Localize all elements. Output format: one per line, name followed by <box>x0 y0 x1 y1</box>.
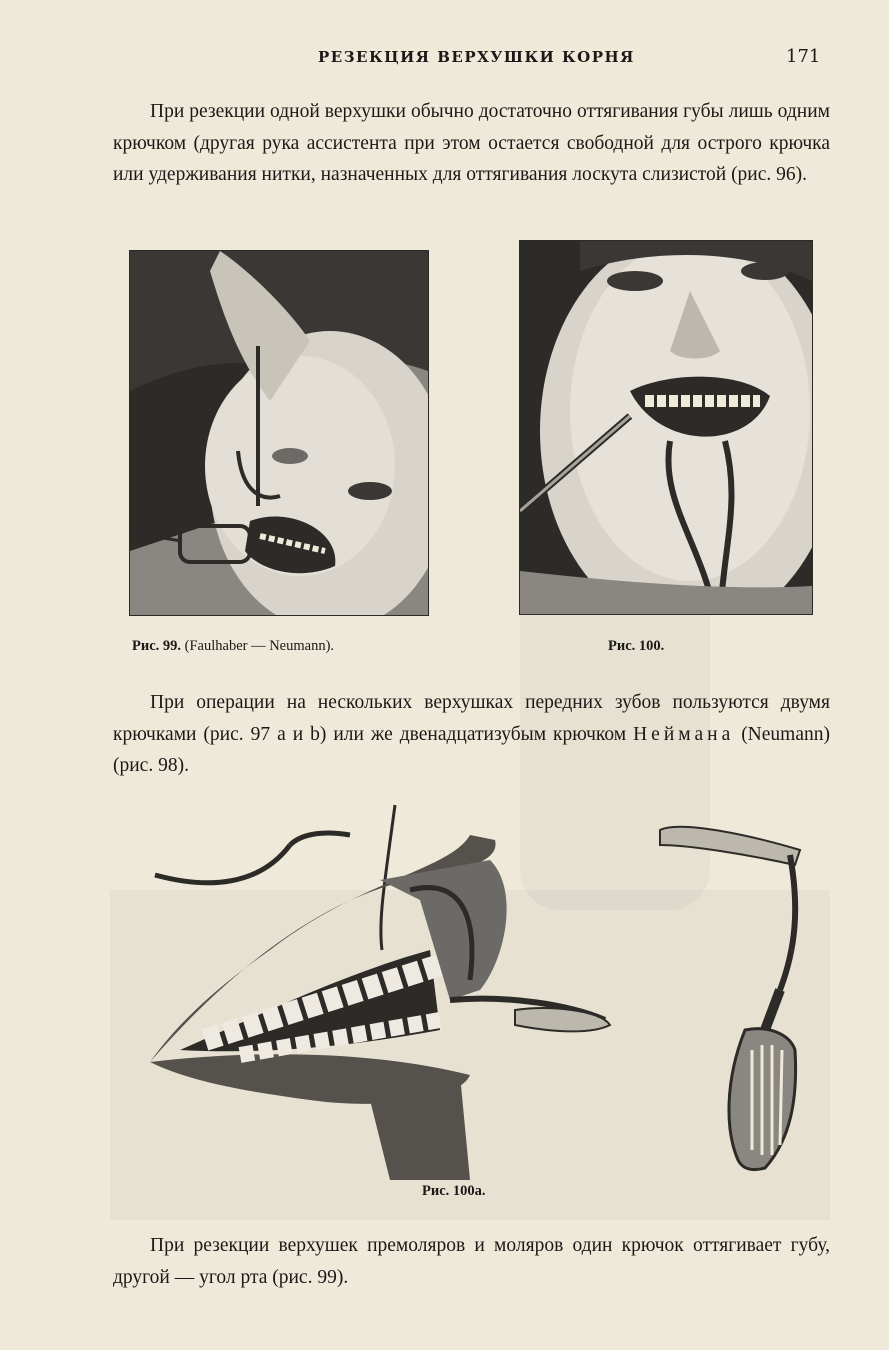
figure-99-caption <box>132 638 334 655</box>
paragraph-3: При резекции верхушек премоляров и моляров один крючок оттягивает губу, другой — угол рта (рис. 99). <box>113 1235 830 1288</box>
page-number: 171 <box>786 46 821 67</box>
paragraph-2-text: При операции на нескольких верхушках передних зубов пользуются двумя крючками (рис. 97 a и b) или же двенадцатизубым крючком <box>113 692 830 745</box>
paragraph-1: При резекции одной верхушки обычно достаточно оттягивания губы лишь одним крючком (другая рука ассистента при этом остается свободной для острого крючка или удерживания нитки, назначенных для оттягивания лоскута слизистой (рис. 96). <box>113 101 830 185</box>
figure-99-credit: (Faulhaber — Neumann). <box>184 638 335 654</box>
figure-100a-caption <box>422 1183 486 1200</box>
figure-100-photo <box>519 240 813 615</box>
figure-100-label: Рис. 100. <box>608 638 665 654</box>
figure-99-photo <box>129 250 429 616</box>
author-name: Неймана <box>633 723 735 745</box>
figure-99-illustration <box>130 251 428 615</box>
running-title: РЕЗЕКЦИЯ ВЕРХУШКИ КОРНЯ <box>318 48 635 66</box>
figure-100a-drawing <box>150 800 810 1180</box>
figure-100-caption <box>608 638 664 655</box>
paragraph-2 <box>113 687 830 782</box>
paragraph-2-ref: (Neumann) (рис. 98). <box>113 723 830 776</box>
figure-99-label: Рис. 99. <box>132 638 182 654</box>
figure-100a-label: Рис. 100a. <box>422 1183 486 1199</box>
figure-100a-illustration <box>150 800 810 1180</box>
figure-100-illustration <box>520 241 812 614</box>
